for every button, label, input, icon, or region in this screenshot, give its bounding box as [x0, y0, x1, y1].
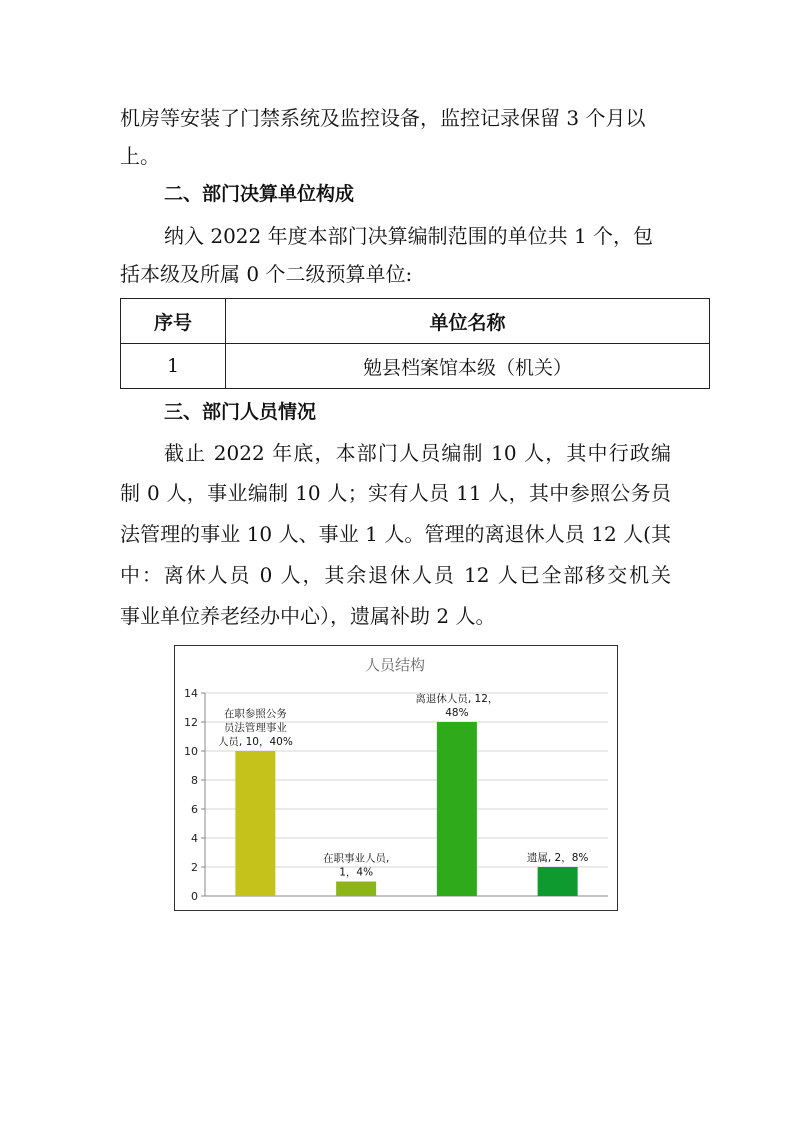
unit-table — [120, 298, 710, 389]
table-header-unit-name: 单位名称 — [226, 299, 710, 344]
y-tick-label: 2 — [191, 861, 198, 874]
paragraph-2-line-2: 括本级及所属 0 个二级预算单位: — [120, 262, 413, 286]
chart-canvas — [175, 646, 616, 909]
chart-title: 人员结构 — [364, 656, 426, 674]
paragraph-3-line-1: 截止 2022 年底，本部门人员编制 10 人，其中行政编 — [164, 441, 671, 465]
table-cell-index: 1 — [121, 344, 226, 389]
table-cell-unit-name: 勉县档案馆本级（机关） — [226, 344, 710, 389]
chart-bar — [235, 751, 275, 896]
y-tick-label: 10 — [184, 745, 198, 758]
table-row — [121, 344, 710, 389]
section-heading-3: 三、部门人员情况 — [164, 401, 317, 423]
table-header-index: 序号 — [121, 299, 226, 344]
paragraph-3-line-3: 法管理的事业 10 人、事业 1 人。管理的离退休人员 12 人(其 — [120, 522, 671, 546]
data-label: 遗属, 2，8% — [526, 852, 589, 864]
data-label: 1，4% — [339, 866, 374, 879]
section-heading-2: 二、部门决算单位构成 — [164, 183, 355, 205]
paragraph-1-line-2: 上。 — [120, 144, 160, 168]
personnel-structure-chart — [174, 645, 618, 911]
chart-bar — [437, 722, 477, 896]
data-label: 离退休人员, 12， — [415, 693, 499, 705]
data-label: 在职事业人员, — [322, 852, 390, 865]
y-tick-label: 12 — [184, 716, 198, 729]
paragraph-3-line-4: 中：离休人员 0 人，其余退休人员 12 人已全部移交机关 — [120, 563, 671, 587]
chart-bar — [538, 867, 578, 896]
paragraph-2-line-1: 纳入 2022 年度本部门决算编制范围的单位共 1 个，包 — [164, 224, 654, 248]
paragraph-1-line-1: 机房等安装了门禁系统及监控设备，监控记录保留 3 个月以 — [120, 106, 646, 130]
y-tick-label: 8 — [191, 774, 198, 787]
data-label: 员法管理事业 — [223, 722, 287, 734]
y-tick-label: 14 — [184, 687, 198, 700]
data-label: 人员, 10，40% — [217, 736, 293, 748]
y-tick-label: 4 — [191, 832, 198, 845]
y-tick-label: 6 — [191, 803, 198, 816]
paragraph-3-line-2: 制 0 人，事业编制 10 人；实有人员 11 人，其中参照公务员 — [120, 481, 671, 505]
table-header-row — [121, 299, 710, 344]
data-label: 48% — [445, 707, 469, 719]
y-tick-label: 0 — [191, 890, 198, 903]
data-label: 在职参照公务 — [223, 708, 287, 720]
paragraph-3-line-5: 事业单位养老经办中心），遗属补助 2 人。 — [120, 604, 496, 628]
chart-bar — [336, 882, 376, 897]
